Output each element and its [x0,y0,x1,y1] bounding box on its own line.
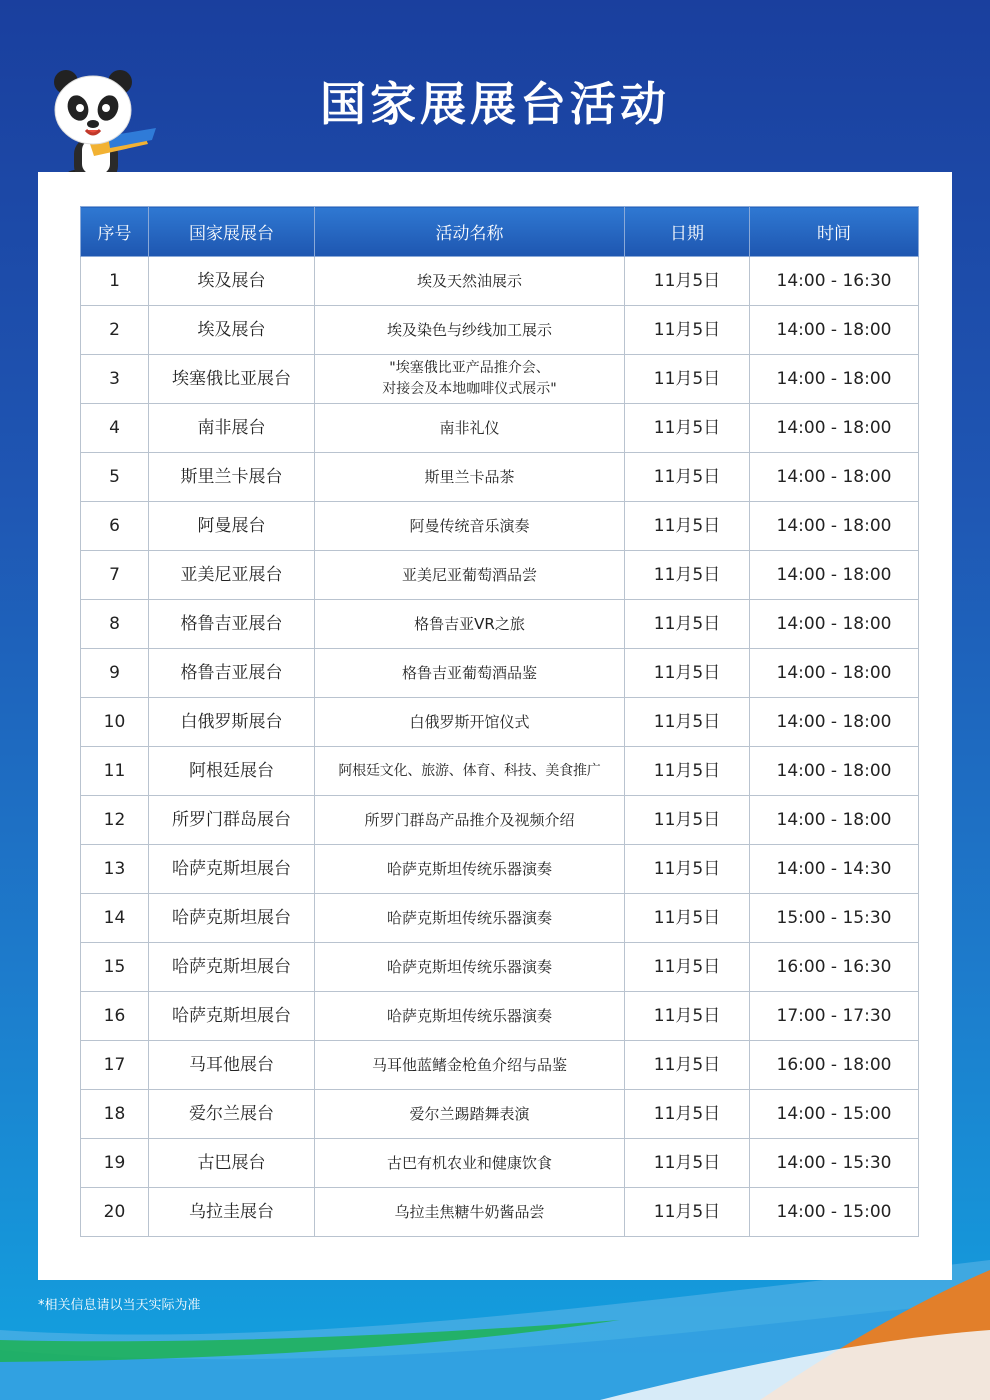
row-number: 7 [81,551,149,600]
row-number: 12 [81,796,149,845]
booth-name: 白俄罗斯展台 [149,698,315,747]
table-header-row [81,207,919,257]
row-number: 14 [81,894,149,943]
event-date: 11月5日 [625,796,750,845]
table-body [81,257,919,1237]
event-date: 11月5日 [625,894,750,943]
booth-name: 南非展台 [149,404,315,453]
row-number: 3 [81,355,149,404]
table-row [81,551,919,600]
booth-name: 古巴展台 [149,1139,315,1188]
activity-name: 斯里兰卡品茶 [315,453,625,502]
table-row [81,698,919,747]
activity-name: 所罗门群岛产品推介及视频介绍 [315,796,625,845]
table-row [81,992,919,1041]
booth-name: 斯里兰卡展台 [149,453,315,502]
event-time: 14:00 - 14:30 [750,845,919,894]
row-number: 13 [81,845,149,894]
row-number: 2 [81,306,149,355]
row-number: 5 [81,453,149,502]
table-row [81,943,919,992]
row-number: 11 [81,747,149,796]
booth-name: 哈萨克斯坦展台 [149,845,315,894]
table-row [81,306,919,355]
event-date: 11月5日 [625,404,750,453]
table-row [81,404,919,453]
activity-name: 埃及天然油展示 [315,257,625,306]
event-date: 11月5日 [625,1090,750,1139]
booth-name: 阿曼展台 [149,502,315,551]
event-time: 14:00 - 18:00 [750,698,919,747]
activity-name: "埃塞俄比亚产品推介会、 对接会及本地咖啡仪式展示" [315,355,625,404]
table-row [81,453,919,502]
header-time: 时间 [750,207,919,257]
booth-name: 马耳他展台 [149,1041,315,1090]
table-row [81,845,919,894]
event-date: 11月5日 [625,257,750,306]
booth-name: 所罗门群岛展台 [149,796,315,845]
table-row [81,600,919,649]
event-time: 14:00 - 15:00 [750,1090,919,1139]
activity-name: 白俄罗斯开馆仪式 [315,698,625,747]
row-number: 10 [81,698,149,747]
event-time: 14:00 - 18:00 [750,355,919,404]
event-time: 16:00 - 16:30 [750,943,919,992]
row-number: 15 [81,943,149,992]
activity-name: 哈萨克斯坦传统乐器演奏 [315,894,625,943]
event-time: 14:00 - 18:00 [750,502,919,551]
row-number: 1 [81,257,149,306]
table-row [81,747,919,796]
table-row [81,649,919,698]
booth-name: 格鲁吉亚展台 [149,649,315,698]
row-number: 16 [81,992,149,1041]
page-title: 国家展展台活动 [320,77,670,131]
event-date: 11月5日 [625,1041,750,1090]
footnote: *相关信息请以当天实际为准 [38,1298,201,1313]
event-time: 14:00 - 15:00 [750,1188,919,1237]
activity-name: 马耳他蓝鳍金枪鱼介绍与品鉴 [315,1041,625,1090]
table-row [81,257,919,306]
activity-name: 古巴有机农业和健康饮食 [315,1139,625,1188]
event-date: 11月5日 [625,845,750,894]
activity-name: 哈萨克斯坦传统乐器演奏 [315,992,625,1041]
event-time: 14:00 - 18:00 [750,796,919,845]
booth-name: 爱尔兰展台 [149,1090,315,1139]
booth-name: 阿根廷展台 [149,747,315,796]
event-time: 16:00 - 18:00 [750,1041,919,1090]
activity-name: 南非礼仪 [315,404,625,453]
booth-name: 哈萨克斯坦展台 [149,992,315,1041]
event-time: 14:00 - 18:00 [750,453,919,502]
activity-name: 格鲁吉亚VR之旅 [315,600,625,649]
row-number: 8 [81,600,149,649]
row-number: 6 [81,502,149,551]
row-number: 9 [81,649,149,698]
row-number: 20 [81,1188,149,1237]
booth-name: 哈萨克斯坦展台 [149,943,315,992]
event-date: 11月5日 [625,453,750,502]
booth-name: 乌拉圭展台 [149,1188,315,1237]
activity-name: 亚美尼亚葡萄酒品尝 [315,551,625,600]
event-time: 15:00 - 15:30 [750,894,919,943]
booth-name: 亚美尼亚展台 [149,551,315,600]
activity-name: 乌拉圭焦糖牛奶酱品尝 [315,1188,625,1237]
event-date: 11月5日 [625,943,750,992]
activity-name: 哈萨克斯坦传统乐器演奏 [315,845,625,894]
table-row [81,894,919,943]
event-time: 14:00 - 18:00 [750,306,919,355]
event-time: 14:00 - 18:00 [750,649,919,698]
booth-name: 哈萨克斯坦展台 [149,894,315,943]
activity-name: 阿根廷文化、旅游、体育、科技、美食推广 [315,747,625,796]
event-date: 11月5日 [625,502,750,551]
event-date: 11月5日 [625,649,750,698]
event-date: 11月5日 [625,355,750,404]
booth-name: 埃及展台 [149,257,315,306]
event-date: 11月5日 [625,1188,750,1237]
event-date: 11月5日 [625,600,750,649]
row-number: 4 [81,404,149,453]
row-number: 18 [81,1090,149,1139]
header-no: 序号 [81,207,149,257]
table-row [81,502,919,551]
header-activity: 活动名称 [315,207,625,257]
activity-name: 埃及染色与纱线加工展示 [315,306,625,355]
header-booth: 国家展展台 [149,207,315,257]
event-time: 14:00 - 16:30 [750,257,919,306]
event-time: 14:00 - 18:00 [750,747,919,796]
row-number: 17 [81,1041,149,1090]
table-row [81,1041,919,1090]
event-time: 17:00 - 17:30 [750,992,919,1041]
event-date: 11月5日 [625,551,750,600]
activity-name: 阿曼传统音乐演奏 [315,502,625,551]
event-date: 11月5日 [625,992,750,1041]
table-row [81,796,919,845]
activity-name: 哈萨克斯坦传统乐器演奏 [315,943,625,992]
header-date: 日期 [625,207,750,257]
booth-name: 埃塞俄比亚展台 [149,355,315,404]
event-date: 11月5日 [625,1139,750,1188]
event-time: 14:00 - 15:30 [750,1139,919,1188]
event-date: 11月5日 [625,747,750,796]
event-time: 14:00 - 18:00 [750,551,919,600]
schedule-panel [38,172,952,1280]
table-row [81,1188,919,1237]
event-date: 11月5日 [625,306,750,355]
booth-name: 格鲁吉亚展台 [149,600,315,649]
event-date: 11月5日 [625,698,750,747]
activity-name: 爱尔兰踢踏舞表演 [315,1090,625,1139]
table-row [81,355,919,404]
events-table [80,206,919,1237]
event-time: 14:00 - 18:00 [750,600,919,649]
event-time: 14:00 - 18:00 [750,404,919,453]
row-number: 19 [81,1139,149,1188]
activity-name: 格鲁吉亚葡萄酒品鉴 [315,649,625,698]
table-row [81,1139,919,1188]
booth-name: 埃及展台 [149,306,315,355]
table-row [81,1090,919,1139]
